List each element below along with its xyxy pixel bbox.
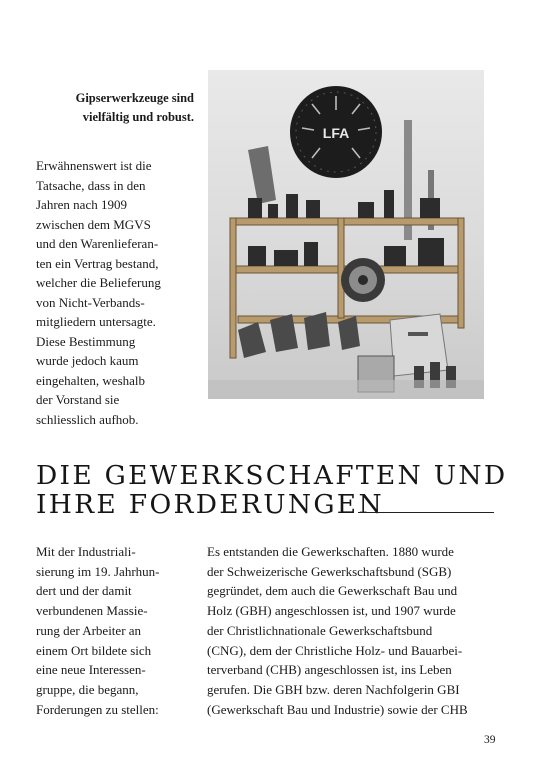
page-number: 39 xyxy=(484,734,496,746)
tools-photo xyxy=(208,70,484,399)
heading-line-2: IHRE FORDERUNGEN xyxy=(36,489,384,520)
intro-paragraph: Erwähnenswert ist die Tatsache, dass in den Jahren nach 1909 zwischen dem MGVS und den Warenlieferan- ten ein Vertrag bestand, welcher die Belieferung von Nicht-Verbands- mitgliedern untersagte. Diese Bestimmung wurde jedoch kaum eingehalten, weshalb der Vorstand sie schliesslich aufhob. xyxy=(36,158,161,427)
photo-caption: Gipserwerkzeuge sind vielfältig und robust. xyxy=(75,91,194,124)
heading-rule xyxy=(358,512,494,513)
saw xyxy=(248,146,276,204)
body-column-right: Es entstanden die Gewerkschaften. 1880 wurde der Schweizerische Gewerkschaftsbund (SGB) gegründet, dem auch die Gewerkschaft Bau und Holz (GBH) angeschlossen ist, und 1907 wurde der Christlichnationale Gewerkschaftsbund (CNG), dem der Christliche Holz- und Bauarbei- terverband (CHB) angeschlossen ist, ins Leben gerufen. Die GBH bzw. deren Nachfolgerin GBI (Gewerkschaft Bau und Industrie) sowie der CHB xyxy=(207,544,468,717)
plaque-logo: LFA xyxy=(322,125,350,141)
heading-line-1: DIE GEWERKSCHAFTEN UND xyxy=(36,460,508,491)
section-heading xyxy=(36,461,506,519)
body-column-left: Mit der Industriali- sierung im 19. Jahrhun- dert und der damit verbundenen Massie- rung der Arbeiter an einem Ort bildete sich eine neue Interessen- gruppe, die begann, Forderungen zu stellen: xyxy=(36,544,160,717)
tools-illustration xyxy=(208,70,484,399)
